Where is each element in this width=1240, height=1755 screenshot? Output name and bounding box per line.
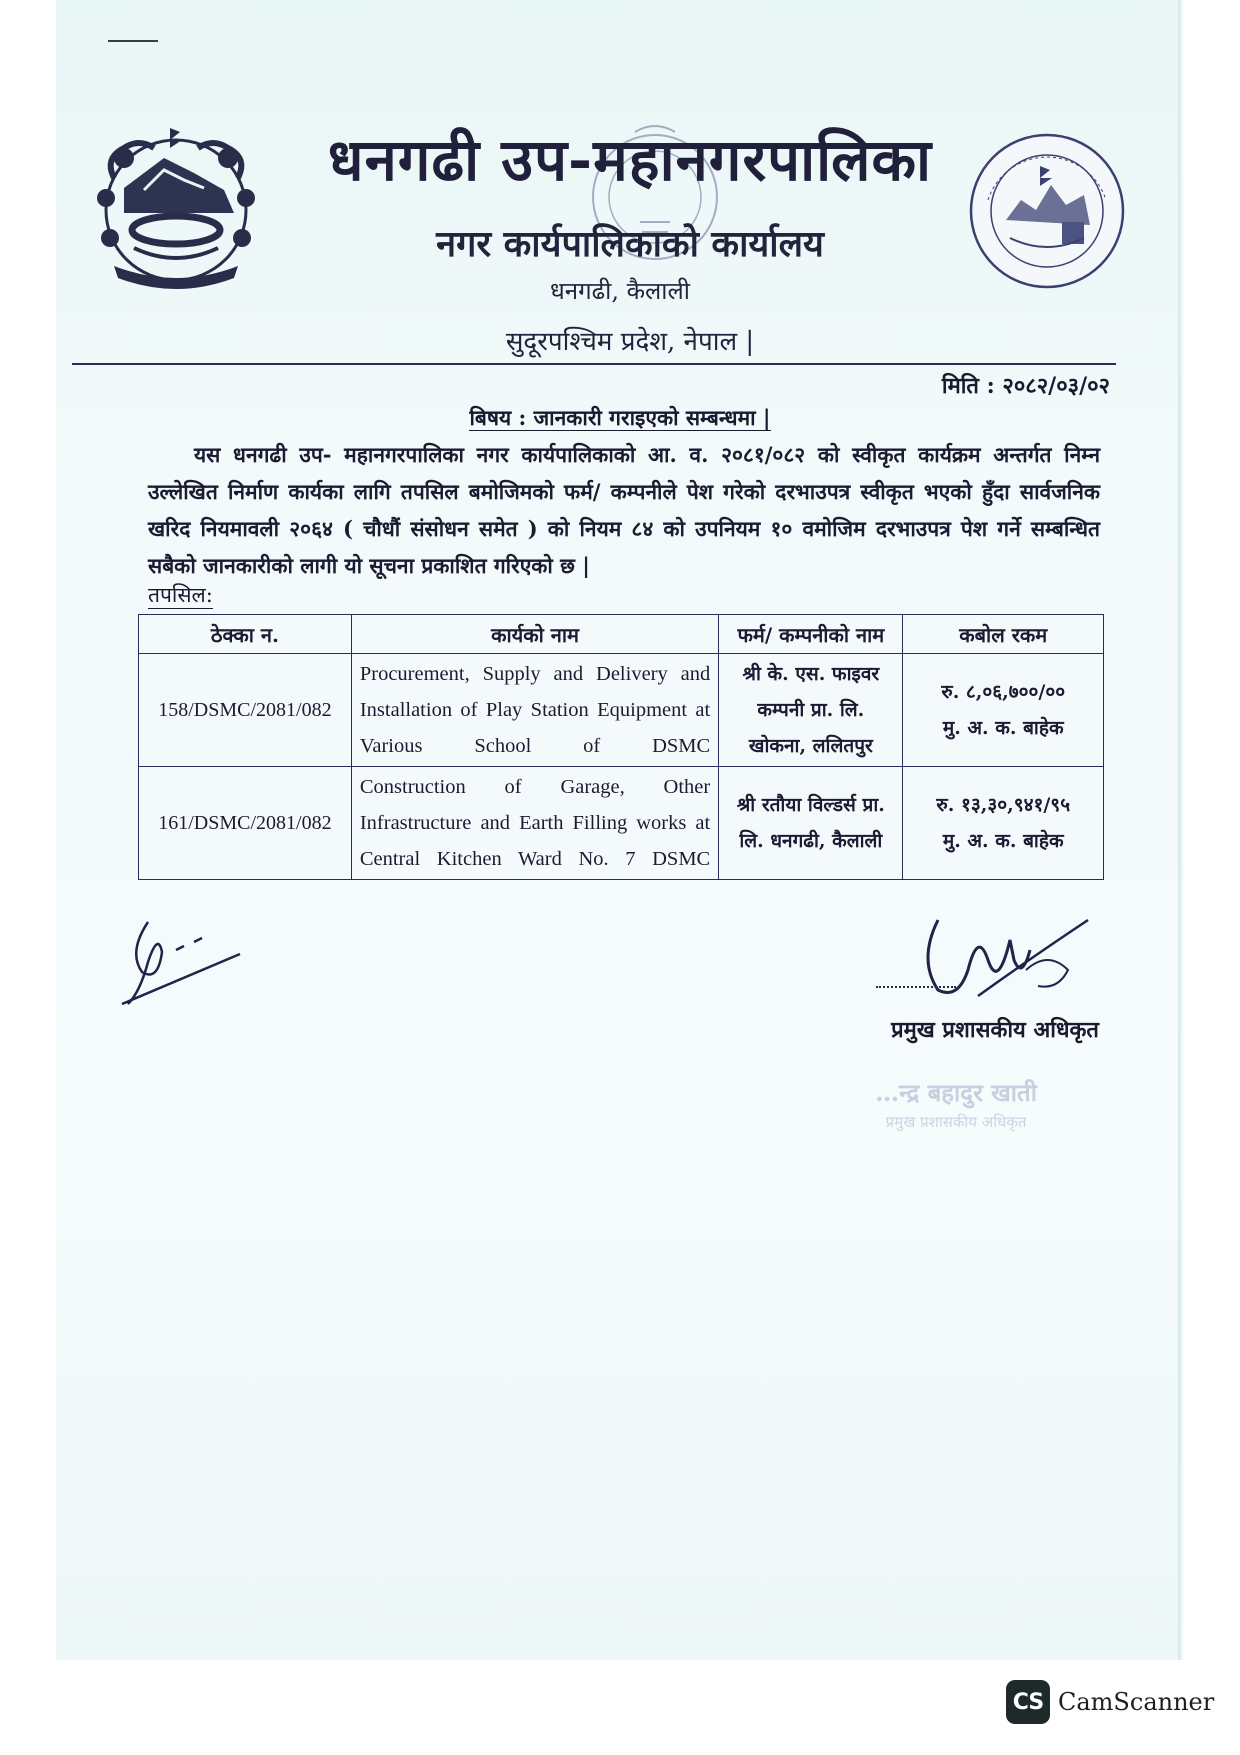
bid-amount-cell [903, 767, 1104, 880]
header-contract-no: ठेक्का न. [139, 615, 352, 654]
firm-name: श्री रतौया विल्डर्स प्रा. लि. धनगढी, कैलाली [719, 767, 903, 880]
bid-amount: रु. ८,०६,७००/०० [941, 681, 1066, 703]
province-line: सुदूरपश्चिम प्रदेश, नेपाल | [505, 327, 755, 357]
page-edge-shadow [1178, 0, 1184, 1660]
notice-subject [380, 404, 860, 432]
contract-no: 161/DSMC/2081/082 [139, 767, 352, 880]
table-header-row [139, 615, 1104, 654]
header-work-name: कार्यको नाम [351, 615, 718, 654]
office-name: नगर कार्यपालिकाको कार्यालय [436, 223, 824, 265]
municipality-seal-icon [966, 130, 1128, 292]
header-firm-name: फर्म/ कम्पनीको नाम [719, 615, 903, 654]
camscanner-watermark: CamScanner [1058, 1688, 1215, 1716]
vat-note: मु. अ. क. बाहेक [942, 717, 1064, 739]
contract-no: 158/DSMC/2081/082 [139, 654, 352, 767]
header-divider [72, 363, 1116, 365]
signature-line [876, 982, 956, 988]
officer-signature [918, 900, 1098, 1010]
notice-date: मिति : २०८२/०३/०२ [941, 373, 1110, 399]
officer-title: प्रमुख प्रशासकीय अधिकृत [891, 1017, 1099, 1043]
vat-note: मु. अ. क. बाहेक [942, 830, 1064, 852]
bid-amount: रु. १३,३०,९४१/९५ [936, 794, 1071, 816]
officer-role-stamp: प्रमुख प्रशासकीय अधिकृत [885, 1113, 1027, 1131]
municipality-title: धनगढी उप-महानगरपालिका [327, 126, 933, 194]
officer-name-stamp: …न्द्र बहादुर खाती [875, 1078, 1037, 1107]
details-label: तपसिल: [148, 583, 213, 607]
table-row [139, 654, 1104, 767]
notice-body: यस धनगढी उप- महानगरपालिका नगर कार्यपालिकाको आ. व. २०८१/०८२ को स्वीकृत कार्यक्रम अन्तर्गत निम्न उल्लेखित निर्माण कार्यका लागि तपसिल बमोजिमको फर्म/ कम्पनीले पेश गरेको दरभाउपत्र स्वीकृत भएको हुँदा सार्वजनिक खरिद नियमावली २०६४ ( चौधौं संसोधन समेत ) को नियम ८४ को उपनियम १० वमोजिम दरभाउपत्र पेश गर्ने सम्बन्धित सबैको जानकारीको लागी यो सूचना प्रकाशित गरिएको छ | [148, 442, 1100, 578]
contracts-table [138, 614, 1104, 880]
nepal-emblem-icon [84, 118, 268, 298]
work-name: Construction of Garage, Other Infrastructure and Earth Filling works at Central Kitchen Ward No. 7 DSMC [351, 767, 718, 880]
subject-text: बिषय : जानकारी गराइएको सम्बन्धमा | [469, 405, 771, 430]
camscanner-logo-icon: CS [1006, 1680, 1050, 1724]
office-location: धनगढी, कैलाली [550, 277, 690, 305]
firm-name: श्री के. एस. फाइवर कम्पनी प्रा. लि. खोकना, ललितपुर [719, 654, 903, 767]
header-bid-amount: कबोल रकम [903, 615, 1104, 654]
initial-signature [118, 912, 248, 1012]
work-name: Procurement, Supply and Delivery and Installation of Play Station Equipment at Various School of DSMC [351, 654, 718, 767]
bid-amount-cell [903, 654, 1104, 767]
table-row [139, 767, 1104, 880]
margin-mark [108, 40, 158, 42]
